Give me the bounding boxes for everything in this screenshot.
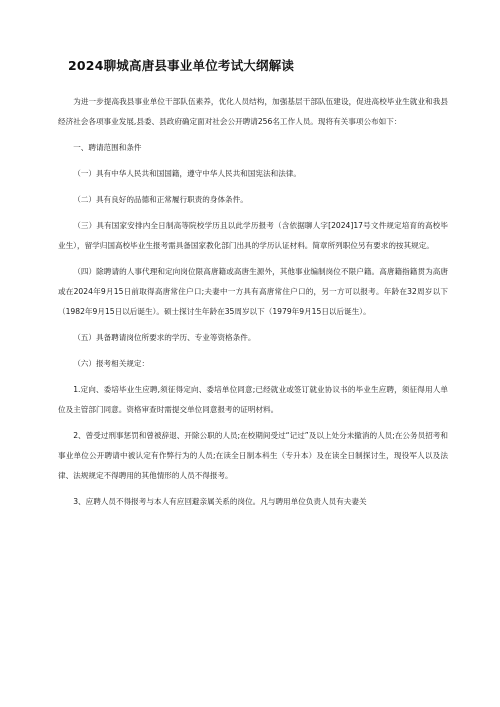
- paragraph-intro: 为进一步提高我县事业单位干部队伍素养，优化人员结构，加强基层干部队伍建设，促进高校毕业生就业和我县经济社会各项事业发展,县委、县政府确定面对社会公开聘请256名工作人员。现将有关事项公布如下：: [58, 97, 448, 126]
- rule-item-3: 3、应聘人员不得报考与本人有应回避亲属关系的岗位。凡与聘用单位负责人员有夫妻关: [73, 497, 367, 506]
- condition-item-4: （四）除聘请的人事代理和定向岗位限高唐籍或高唐生源外，其他事业编制岗位不限户籍。高唐籍指籍贯为高唐或在2024年9月15日前取得高唐常住户口;夫妻中一方具有高唐常住户口的，另一方可以报考。年龄在32周岁以下（1982年9月15日以后诞生）。硕士探讨生年龄在35周岁以下（1979年9月15日以后诞生）。: [58, 267, 448, 316]
- condition-item-5: （五）具备聘请岗位所要求的学历、专业等资格条件。: [73, 333, 256, 342]
- section-heading-scope: 一、聘请范围和条件: [73, 143, 142, 152]
- condition-item-1: （一）具有中华人民共和国国籍，遵守中华人民共和国宪法和法律。: [73, 169, 301, 178]
- condition-item-2: （二）具有良好的品德和正常履行职责的身体条件。: [73, 195, 248, 204]
- rule-item-1: 1.定向、委培毕业生应聘,须征得定向、委培单位同意;已经就业或签订就业协议书的毕业生应聘，须征得用人单位及主管部门同意。资格审查时需提交单位同意报考的证明材料。: [58, 385, 448, 414]
- condition-item-6: （六）报考相关规定：: [73, 359, 150, 368]
- rule-item-2: 2、曾受过刑事惩罚和曾被辞退、开除公职的人员;在校期间受过“记过”及以上处分未撤消的人员;在公务员招考和事业单位公开聘请中被认定有作弊行为的人员;在读全日制本科生（专升本）及在读全日制探讨生，现役军人以及法律、法规规定不得聘用的其他情形的人员不得报考。: [58, 431, 448, 480]
- condition-item-3: （三）具有国家安排内全日制高等院校学历且以此学历报考（含依据聊人字[2024]17号文件规定培育的高校毕业生），留学归国高校毕业生报考需具备国家教化部门出具的学历认证材料。简章所列职位另有要求的按其规定。: [58, 221, 448, 250]
- document-title: 2024聊城高唐县事业单位考试大纲解读: [68, 58, 295, 73]
